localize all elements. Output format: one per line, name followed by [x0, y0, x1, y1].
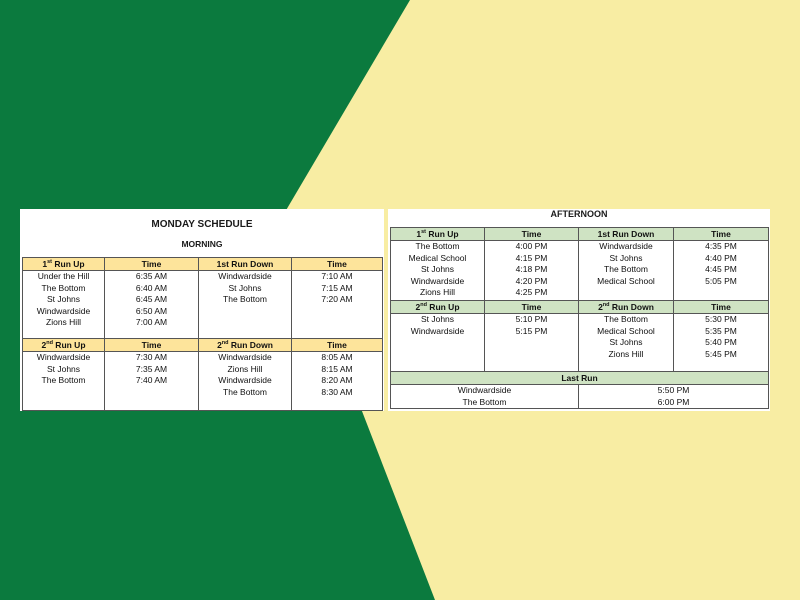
- morning-cell: [23, 271, 105, 339]
- stop-time: 5:40 PM: [705, 337, 737, 347]
- afternoon-header-row: [391, 228, 769, 241]
- header-ordinal-suffix: st: [47, 258, 53, 265]
- header-label: Run Down: [228, 339, 273, 350]
- morning-column-header: [23, 339, 105, 352]
- header-ordinal: 2: [41, 339, 47, 350]
- afternoon-table: [390, 227, 769, 374]
- header-ordinal-suffix: st: [421, 228, 427, 235]
- afternoon-cell: [391, 314, 485, 374]
- morning-cell: [292, 271, 383, 339]
- afternoon-header-row: [391, 301, 769, 314]
- header-label: Run Down: [609, 301, 654, 312]
- morning-column-header: [23, 258, 105, 271]
- stop-name: St Johns: [228, 282, 262, 293]
- stop-time: 4:25 PM: [515, 287, 548, 297]
- stop-time: 8:30 AM: [321, 386, 353, 397]
- schedule-title: MONDAY SCHEDULE: [151, 219, 253, 230]
- stop-name: St Johns: [609, 337, 643, 347]
- header-ordinal: 1: [42, 258, 48, 269]
- stop-name: Windwardside: [599, 241, 653, 251]
- afternoon-title: AFTERNOON: [550, 209, 608, 219]
- stop-time: 7:00 AM: [135, 317, 168, 327]
- header-ordinal: 2: [415, 301, 421, 312]
- stop-time: 7:30 AM: [135, 352, 168, 362]
- stop-name: The Bottom: [462, 396, 507, 407]
- morning-column-header: Time: [105, 339, 199, 352]
- stop-time: 4:35 PM: [705, 241, 737, 251]
- stop-time: 4:40 PM: [705, 252, 737, 263]
- afternoon-column-header: 1st Run Down: [579, 228, 674, 241]
- morning-cell: [105, 271, 199, 339]
- stop-name: Windwardside: [457, 385, 512, 395]
- header-label: Run Up: [426, 301, 460, 312]
- afternoon-column-header: Time: [485, 301, 579, 314]
- morning-column-header: Time: [292, 258, 383, 271]
- stop-name: Windwardside: [410, 275, 465, 286]
- stop-time: 4:00 PM: [515, 241, 548, 251]
- morning-header-row: [23, 339, 383, 352]
- stop-time: 6:40 AM: [135, 282, 168, 293]
- morning-table: [22, 257, 383, 411]
- afternoon-body-row: [391, 314, 769, 374]
- stop-time: 7:15 AM: [321, 282, 353, 293]
- morning-body-row: [23, 352, 383, 411]
- morning-subtitle: MORNING: [181, 239, 223, 249]
- last-run-stops-cell: [391, 385, 579, 409]
- header-ordinal: 1: [416, 228, 422, 239]
- afternoon-cell: [579, 314, 674, 374]
- last-run-table: [390, 371, 769, 409]
- afternoon-cell: [579, 241, 674, 301]
- afternoon-column-header: Time: [485, 228, 579, 241]
- stop-name: Under the Hill: [37, 271, 90, 281]
- stop-name: Windwardside: [36, 305, 91, 316]
- morning-schedule-panel: [20, 209, 384, 411]
- morning-cell: [199, 271, 292, 339]
- afternoon-column-header: Time: [674, 301, 769, 314]
- header-ordinal-suffix: nd: [420, 301, 427, 308]
- stop-time: 5:50 PM: [657, 385, 690, 395]
- stop-time: 6:35 AM: [135, 271, 168, 281]
- header-ordinal: 2: [217, 339, 222, 350]
- stop-name: St Johns: [609, 252, 643, 263]
- header-label: Run Up: [426, 228, 459, 239]
- afternoon-column-header: Time: [674, 228, 769, 241]
- afternoon-cell: [485, 314, 579, 374]
- stop-time: 7:10 AM: [321, 271, 353, 281]
- stop-name: Zions Hill: [227, 363, 263, 374]
- stop-name: St Johns: [420, 264, 455, 274]
- morning-body-row: [23, 271, 383, 339]
- last-run-header: Last Run: [391, 372, 769, 385]
- stop-name: Windwardside: [410, 325, 465, 336]
- stop-time: 4:15 PM: [515, 252, 548, 263]
- stop-time: 6:50 AM: [135, 305, 168, 316]
- stop-name: The Bottom: [604, 264, 648, 274]
- stop-name: Windwardside: [218, 271, 272, 281]
- morning-column-header: Time: [292, 339, 383, 352]
- stop-name: The Bottom: [41, 375, 86, 385]
- stop-name: St Johns: [46, 294, 81, 304]
- stop-name: The Bottom: [223, 294, 267, 304]
- stop-name: Medical School: [597, 275, 655, 286]
- header-ordinal-suffix: nd: [602, 301, 610, 308]
- stop-name: The Bottom: [415, 241, 460, 251]
- stop-time: 4:45 PM: [705, 264, 737, 274]
- stop-name: Zions Hill: [420, 287, 455, 297]
- stop-time: 4:20 PM: [515, 275, 548, 286]
- morning-column-header: Time: [105, 258, 199, 271]
- morning-cell: [105, 352, 199, 411]
- afternoon-cell: [391, 241, 485, 301]
- stop-time: 5:05 PM: [705, 275, 737, 286]
- stop-name: St Johns: [46, 363, 81, 374]
- morning-cell: [292, 352, 383, 411]
- morning-column-header: [199, 339, 292, 352]
- stop-name: Zions Hill: [608, 348, 644, 359]
- stop-name: The Bottom: [604, 314, 648, 324]
- afternoon-column-header: [391, 301, 485, 314]
- stop-time: 5:15 PM: [515, 325, 548, 336]
- stop-time: 5:45 PM: [705, 348, 737, 359]
- morning-header-row: [23, 258, 383, 271]
- afternoon-schedule-panel: [388, 209, 770, 411]
- header-ordinal-suffix: nd: [221, 339, 229, 346]
- stop-time: 8:15 AM: [321, 363, 353, 374]
- last-run-times-cell: [579, 385, 769, 409]
- stop-time: 6:00 PM: [657, 396, 690, 407]
- stop-time: 7:20 AM: [321, 294, 353, 304]
- afternoon-body-row: [391, 241, 769, 301]
- morning-column-header: 1st Run Down: [199, 258, 292, 271]
- stop-time: 8:05 AM: [321, 352, 353, 362]
- afternoon-cell: [674, 314, 769, 374]
- stop-name: The Bottom: [223, 386, 267, 397]
- stop-time: 6:45 AM: [135, 294, 168, 304]
- stop-time: 5:35 PM: [705, 325, 737, 336]
- header-ordinal-suffix: nd: [46, 339, 53, 346]
- header-ordinal: 2: [598, 301, 603, 312]
- stop-name: Windwardside: [218, 375, 272, 385]
- header-label: Run Up: [52, 339, 86, 350]
- stop-time: 8:20 AM: [321, 375, 353, 385]
- afternoon-column-header: [391, 228, 485, 241]
- stop-name: St Johns: [420, 314, 455, 324]
- stop-name: Medical School: [408, 252, 467, 263]
- stop-name: Zions Hill: [46, 317, 81, 327]
- morning-cell: [23, 352, 105, 411]
- stop-name: The Bottom: [41, 282, 86, 293]
- stop-name: Medical School: [597, 325, 655, 336]
- stop-time: 5:10 PM: [515, 314, 548, 324]
- header-label: Run Up: [52, 258, 85, 269]
- afternoon-column-header: [579, 301, 674, 314]
- stop-name: Windwardside: [36, 352, 91, 362]
- afternoon-cell: [674, 241, 769, 301]
- morning-cell: [199, 352, 292, 411]
- stop-time: 4:18 PM: [515, 264, 548, 274]
- stop-name: Windwardside: [218, 352, 272, 362]
- stop-time: 7:35 AM: [135, 363, 168, 374]
- afternoon-cell: [485, 241, 579, 301]
- stop-time: 5:30 PM: [705, 314, 737, 324]
- stop-time: 7:40 AM: [135, 375, 168, 385]
